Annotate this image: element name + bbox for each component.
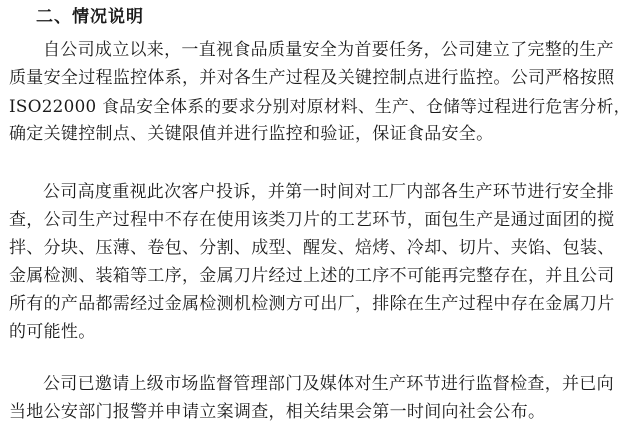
paragraph-investigation <box>9 178 635 346</box>
paragraph-line: 查，公司生产过程中不存在使用该类刀片的工艺环节，面包生产是通过面团的搅 <box>9 210 615 230</box>
paragraph-line: 所有的产品都需经过金属检测机检测方可出厂，排除在生产过程中存在金属刀片 <box>9 294 615 314</box>
paragraph-line: 自公司成立以来，一直视食品质量安全为首要任务，公司建立了完整的生产 <box>43 40 614 60</box>
section-heading: 二、情况说明 <box>36 7 144 27</box>
paragraph-line: 公司高度重视此次客户投诉，并第一时间对工厂内部各生产环节进行安全排 <box>43 182 614 202</box>
paragraph-line: 的可能性。 <box>9 322 96 342</box>
paragraph-line: 当地公安部门报警并申请立案调查，相关结果会第一时间向社会公布。 <box>9 402 546 422</box>
paragraph-line: 质量安全过程监控体系，并对各生产过程及关键控制点进行监控。公司严格按照 <box>9 68 615 88</box>
paragraph-line: 金属检测、装箱等工序，金属刀片经过上述的工序不可能再完整存在，并且公司 <box>9 266 615 286</box>
paragraph-line: ISO22000 食品安全体系的要求分别对原材料、生产、仓储等过程进行危害分析， <box>9 96 631 116</box>
paragraph-line: 确定关键控制点、关键限值并进行监控和验证，保证食品安全。 <box>9 124 494 144</box>
paragraph-line: 公司已邀请上级市场监督管理部门及媒体对生产环节进行监督检查，并已向 <box>43 374 614 394</box>
paragraph-follow-up <box>9 370 635 426</box>
paragraph-quality-system <box>9 36 635 148</box>
paragraph-line: 拌、分块、压薄、卷包、分割、成型、醒发、焙烤、冷却、切片、夹馅、包装、 <box>9 238 615 258</box>
